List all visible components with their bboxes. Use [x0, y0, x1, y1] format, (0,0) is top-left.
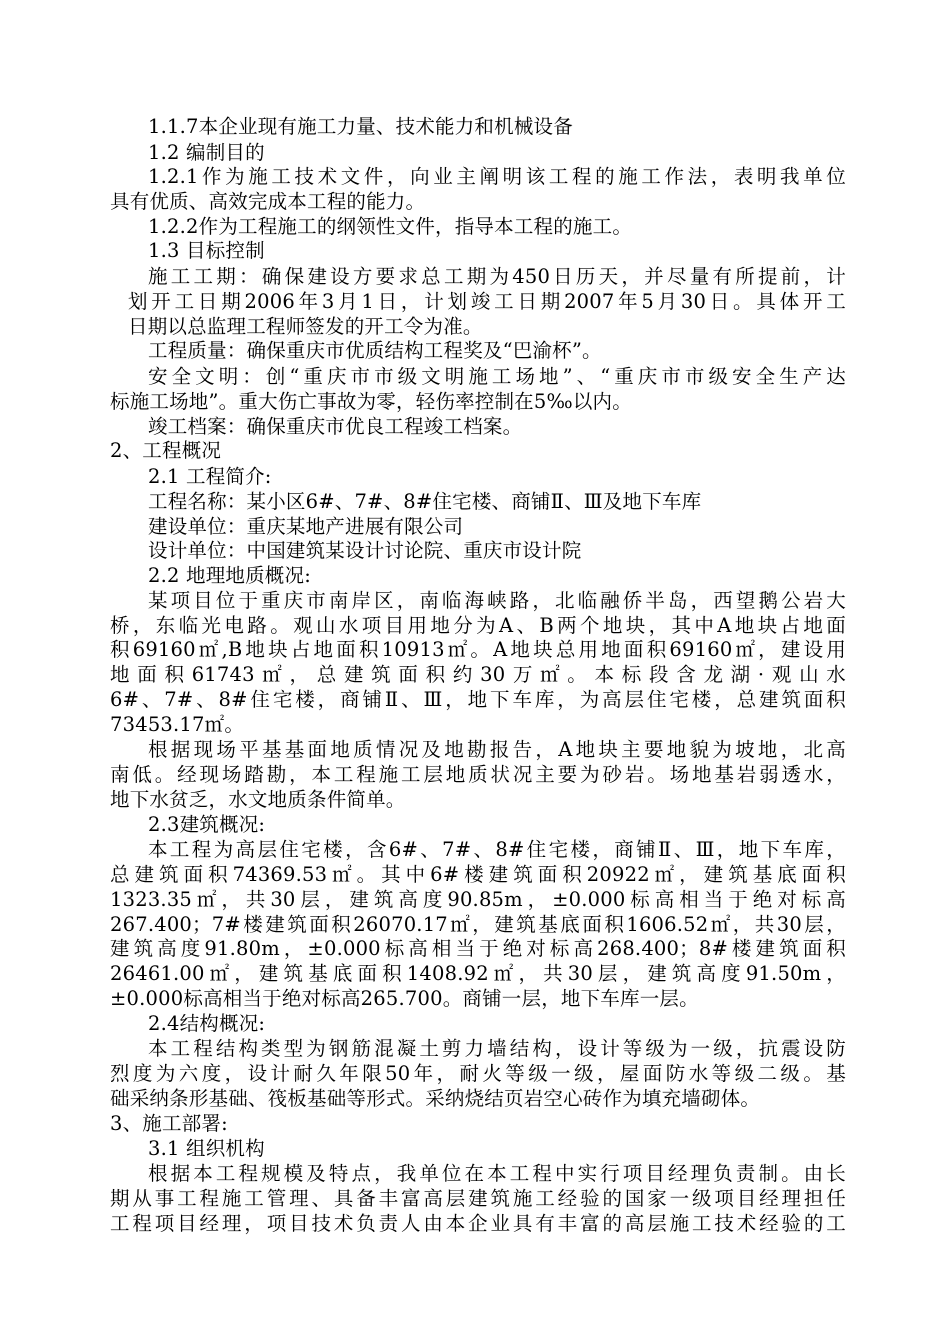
paragraph-line: 267.400；7#楼建筑面积26070.17㎡，建筑基底面积1606.52㎡，共30层， — [110, 913, 846, 936]
heading-2: 2、工程概况 — [110, 439, 222, 462]
paragraph-line: 6#、7#、8#住宅楼，商铺Ⅱ、Ⅲ，地下车库，为高层住宅楼，总建筑面积 — [110, 688, 846, 711]
paragraph-line: 根据现场平基基面地质情况及地勘报告，A地块主要地貌为坡地，北高 — [148, 738, 846, 761]
paragraph-line: 1.2.1作为施工技术文件，向业主阐明该工程的施工作法，表明我单位 — [148, 165, 846, 188]
heading-3-1: 3.1 组织机构 — [148, 1137, 265, 1160]
paragraph-line: 1.2.2作为工程施工的纲领性文件，指导本工程的施工。 — [148, 215, 633, 238]
paragraph-line: 工程名称：某小区6#、7#、8#住宅楼、商铺Ⅱ、Ⅲ及地下车库 — [148, 490, 702, 513]
paragraph-line: 总建筑面积74369.53㎡。其中6#楼建筑面积20922㎡，建筑基底面积 — [110, 863, 846, 886]
paragraph-line: 烈度为六度，设计耐久年限50年，耐火等级一级，屋面防水等级二级。基 — [110, 1062, 846, 1085]
paragraph-line: 期从事工程施工管理、具备丰富高层建筑施工经验的国家一级项目经理担任 — [110, 1187, 846, 1210]
heading-2-1: 2.1 工程简介: — [148, 465, 272, 488]
paragraph-line: 日期以总监理工程师签发的开工令为准。 — [128, 315, 483, 338]
paragraph-line: 积69160㎡,B地块占地面积10913㎡。A地块总用地面积69160㎡，建设用 — [110, 638, 846, 661]
paragraph-line: 本工程为高层住宅楼，含6#、7#、8#住宅楼，商铺Ⅱ、Ⅲ，地下车库， — [148, 838, 846, 861]
heading-1-3: 1.3 目标控制 — [148, 239, 265, 262]
heading-1-2: 1.2 编制目的 — [148, 141, 265, 164]
paragraph-line: 73453.17㎡。 — [110, 713, 245, 736]
paragraph-line: 建设单位：重庆某地产进展有限公司 — [148, 515, 464, 538]
paragraph-line: 地面积61743㎡，总建筑面积约30万㎡。本标段含龙湖·观山水 — [110, 663, 846, 686]
paragraph-line: 具有优质、高效完成本工程的能力。 — [110, 190, 426, 213]
heading-2-4: 2.4结构概况: — [148, 1012, 266, 1035]
paragraph-line: 工程项目经理，项目技术负责人由本企业具有丰富的高层施工技术经验的工 — [110, 1212, 846, 1235]
heading-2-2: 2.2 地理地质概况: — [148, 564, 311, 587]
paragraph-line: 工程质量：确保重庆市优质结构工程奖及“巴渝杯”。 — [148, 339, 602, 362]
heading-2-3: 2.3建筑概况: — [148, 813, 266, 836]
paragraph-line: 地下水贫乏，水文地质条件简单。 — [110, 788, 406, 811]
paragraph-line: 建筑高度91.80m，±0.000标高相当于绝对标高268.400；8#楼建筑面积 — [110, 937, 846, 960]
paragraph-line: 础采纳条形基础、筏板基础等形式。采纳烧结页岩空心砖作为填充墙砌体。 — [110, 1087, 761, 1110]
paragraph-line: 施工工期：确保建设方要求总工期为450日历天，并尽量有所提前，计 — [148, 265, 846, 288]
paragraph-line: 划开工日期2006年3月1日，计划竣工日期2007年5月30日。具体开工 — [128, 290, 846, 313]
paragraph-line: 26461.00㎡，建筑基底面积1408.92㎡，共30层，建筑高度91.50m， — [110, 962, 846, 985]
heading-3: 3、施工部署: — [110, 1112, 228, 1135]
paragraph-line: 设计单位：中国建筑某设计讨论院、重庆市设计院 — [148, 539, 582, 562]
paragraph-line: ±0.000标高相当于绝对标高265.700。商铺一层，地下车库一层。 — [110, 987, 699, 1010]
paragraph-line: 标施工场地”。重大伤亡事故为零，轻伤率控制在5‰以内。 — [110, 390, 632, 413]
paragraph-line: 1323.35㎡，共30层，建筑高度90.85m，±0.000标高相当于绝对标高 — [110, 888, 846, 911]
paragraph-line: 根据本工程规模及特点，我单位在本工程中实行项目经理负责制。由长 — [148, 1162, 846, 1185]
paragraph-line: 本工程结构类型为钢筋混凝土剪力墙结构，设计等级为一级，抗震设防 — [148, 1037, 846, 1060]
paragraph-line: 南低。经现场踏勘，本工程施工层地质状况主要为砂岩。场地基岩弱透水， — [110, 763, 846, 786]
paragraph-line: 某项目位于重庆市南岸区，南临海峡路，北临融侨半岛，西望鹅公岩大 — [148, 589, 846, 612]
paragraph-line: 安全文明：创“重庆市市级文明施工场地”、“重庆市市级安全生产达 — [148, 365, 846, 388]
paragraph-line: 桥，东临光电路。观山水项目用地分为A、B两个地块，其中A地块占地面 — [110, 614, 846, 637]
paragraph-line: 竣工档案：确保重庆市优良工程竣工档案。 — [148, 415, 523, 438]
heading-1-1-7: 1.1.7本企业现有施工力量、技术能力和机械设备 — [148, 115, 573, 138]
